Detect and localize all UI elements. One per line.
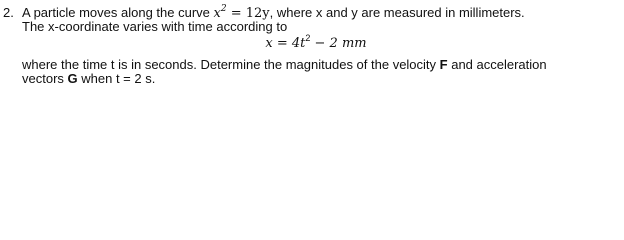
acceleration-symbol: G [67, 71, 78, 86]
problem-line-2: The x-coordinate varies with time according to [22, 19, 288, 34]
curve-exponent: 2 [220, 3, 227, 14]
problem-line-4 [22, 58, 547, 72]
line4-text-b: and acceleration [447, 57, 547, 72]
time-equation-lhs: x = 4t [265, 36, 306, 51]
line1-text-b: , where x and y are measured in millimeters. [269, 5, 525, 20]
problem-line-5 [22, 72, 155, 86]
velocity-symbol: F [439, 57, 448, 72]
line5-text-b: when t = 2 s. [77, 71, 156, 86]
curve-rhs: = 12y [226, 6, 270, 21]
time-equation-rhs: − 2 mm [310, 36, 367, 51]
curve-x: x [213, 6, 221, 21]
line5-text-a: vectors [22, 71, 68, 86]
line1-text-a: A particle moves along the curve [22, 5, 214, 20]
problem-number: 2. [3, 5, 14, 20]
time-equation-exponent: 2 [305, 32, 311, 43]
time-equation [3, 32, 621, 51]
line4-text-a: where the time t is in seconds. Determine the magnitudes of the velocity [22, 57, 440, 72]
